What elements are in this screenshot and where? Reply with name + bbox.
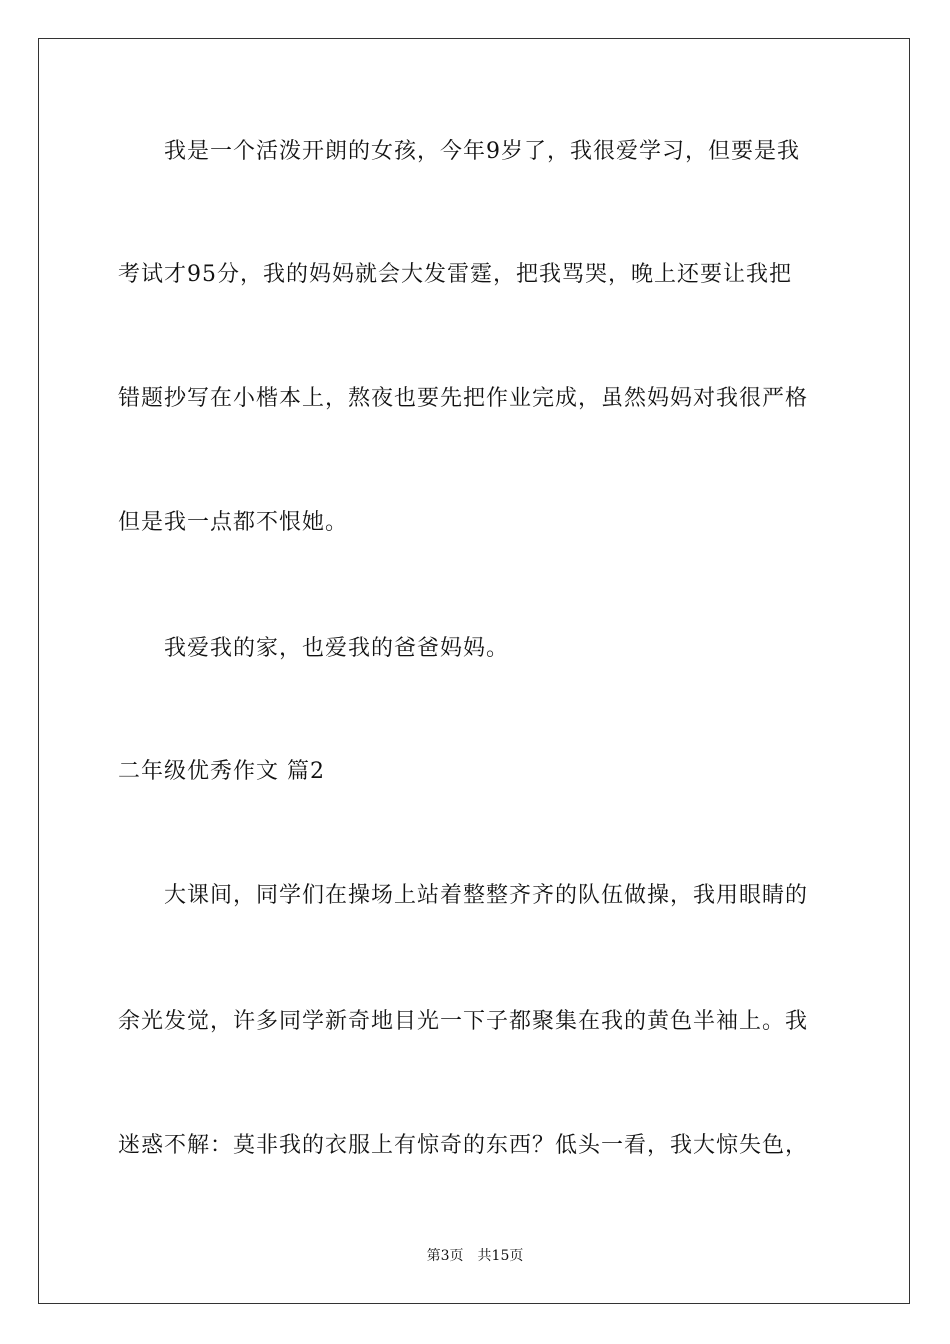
paragraph-line: 我爱我的家，也爱我的爸爸妈妈。 — [164, 636, 510, 661]
page-border — [38, 38, 910, 1304]
paragraph-line: 错题抄写在小楷本上，熬夜也要先把作业完成，虽然妈妈对我很严格 — [118, 386, 809, 411]
paragraph-line: 余光发觉，许多同学新奇地目光一下子都聚集在我的黄色半袖上。我 — [118, 1009, 809, 1034]
paragraph-line: 但是我一点都不恨她。 — [118, 510, 349, 535]
section-heading: 二年级优秀作文 篇2 — [118, 759, 325, 784]
paragraph-line: 大课间，同学们在操场上站着整整齐齐的队伍做操，我用眼睛的 — [164, 883, 809, 908]
paragraph-line: 考试才95分，我的妈妈就会大发雷霆，把我骂哭，晚上还要让我把 — [118, 262, 792, 287]
page-number: 第3页 共15页 — [426, 1248, 524, 1264]
paragraph-line: 我是一个活泼开朗的女孩，今年9岁了，我很爱学习，但要是我 — [164, 139, 800, 164]
paragraph-line: 迷惑不解：莫非我的衣服上有惊奇的东西？低头一看，我大惊失色， — [118, 1133, 809, 1158]
